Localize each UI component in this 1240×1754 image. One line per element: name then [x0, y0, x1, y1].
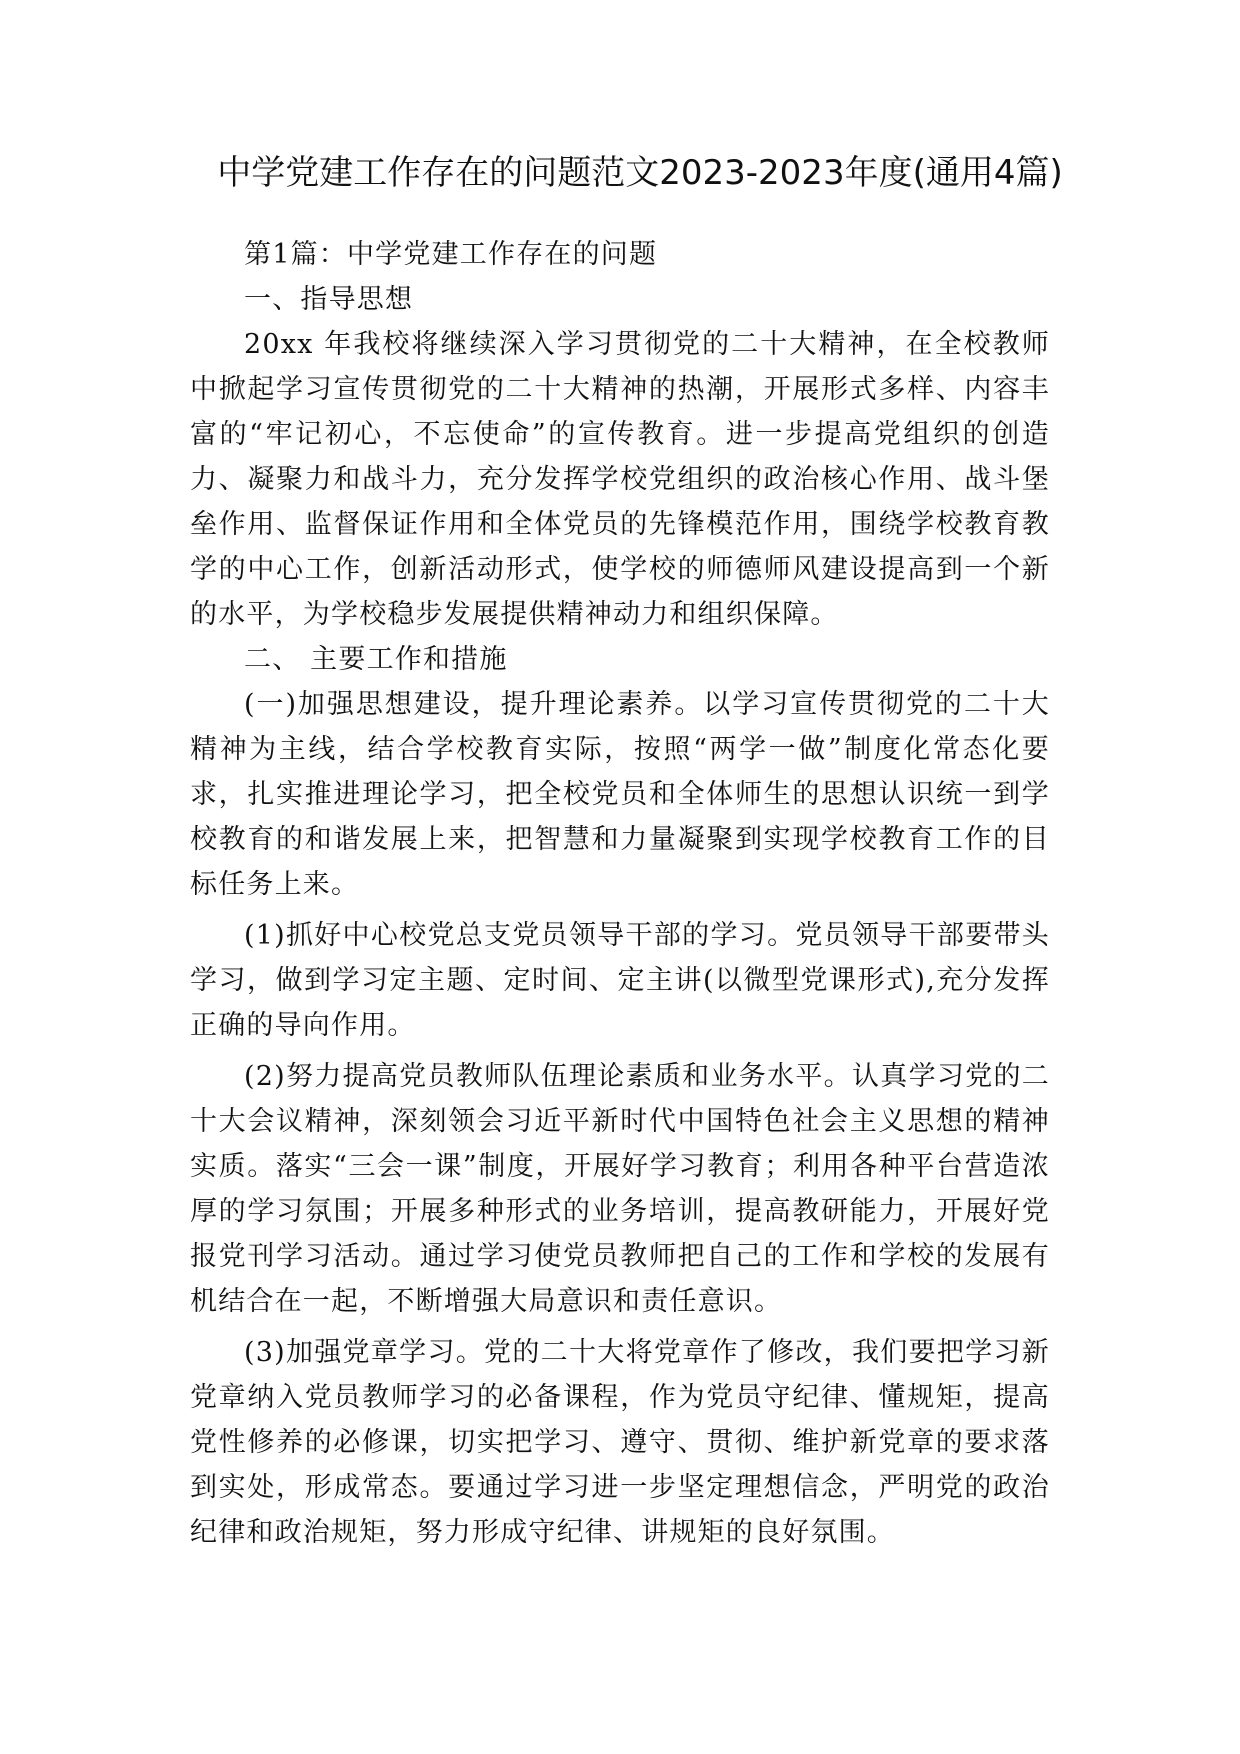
paragraph-item-1: (1)抓好中心校党总支党员领导干部的学习。党员领导干部要带头学习，做到学习定主题、定时间、定主讲(以微型党课形式),充分发挥正确的导向作用。 [190, 920, 1050, 1041]
document-body [190, 232, 1050, 1555]
paragraph-item-2: (2)努力提高党员教师队伍理论素质和业务水平。认真学习党的二十大会议精神，深刻领会习近平新时代中国特色社会主义思想的精神实质。落实“三会一课”制度，开展好学习教育；利用各种平台营造浓厚的学习氛围；开展多种形式的业务培训，提高教研能力，开展好党报党刊学习活动。通过学习使党员教师把自己的工作和学校的发展有机结合在一起，不断增强大局意识和责任意识。 [190, 1061, 1050, 1317]
paragraph-item-3: (3)加强党章学习。党的二十大将党章作了修改，我们要把学习新党章纳入党员教师学习的必备课程，作为党员守纪律、懂规矩，提高党性修养的必修课，切实把学习、遵守、贯彻、维护新党章的要求落到实处，形成常态。要通过学习进一步坚定理想信念，严明党的政治纪律和政治规矩，努力形成守纪律、讲规矩的良好氛围。 [190, 1337, 1050, 1548]
paragraph-ideological-building: (一)加强思想建设，提升理论素养。以学习宣传贯彻党的二十大精神为主线，结合学校教育实际，按照“两学一做”制度化常态化要求，扎实推进理论学习，把全校党员和全体师生的思想认识统一到学校教育的和谐发展上来，把智慧和力量凝聚到实现学校教育工作的目标任务上来。 [190, 689, 1050, 900]
document-title: 中学党建工作存在的问题范文2023-2023年度(通用4篇) [217, 153, 1063, 193]
section-heading-guiding-thought: 一、指导思想 [244, 284, 414, 315]
paragraph-guiding-thought: 20xx 年我校将继续深入学习贯彻党的二十大精神，在全校教师中掀起学习宣传贯彻党的二十大精神的热潮，开展形式多样、内容丰富的“牢记初心，不忘使命”的宣传教育。进一步提高党组织的创造力、凝聚力和战斗力，充分发挥学校党组织的政治核心作用、战斗堡垒作用、监督保证作用和全体党员的先锋模范作用，围绕学校教育教学的中心工作，创新活动形式，使学校的师德师风建设提高到一个新的水平，为学校稳步发展提供精神动力和组织保障。 [190, 329, 1050, 630]
part-heading: 第1篇：中学党建工作存在的问题 [244, 239, 658, 270]
section-heading-main-work: 二、 主要工作和措施 [244, 644, 508, 675]
